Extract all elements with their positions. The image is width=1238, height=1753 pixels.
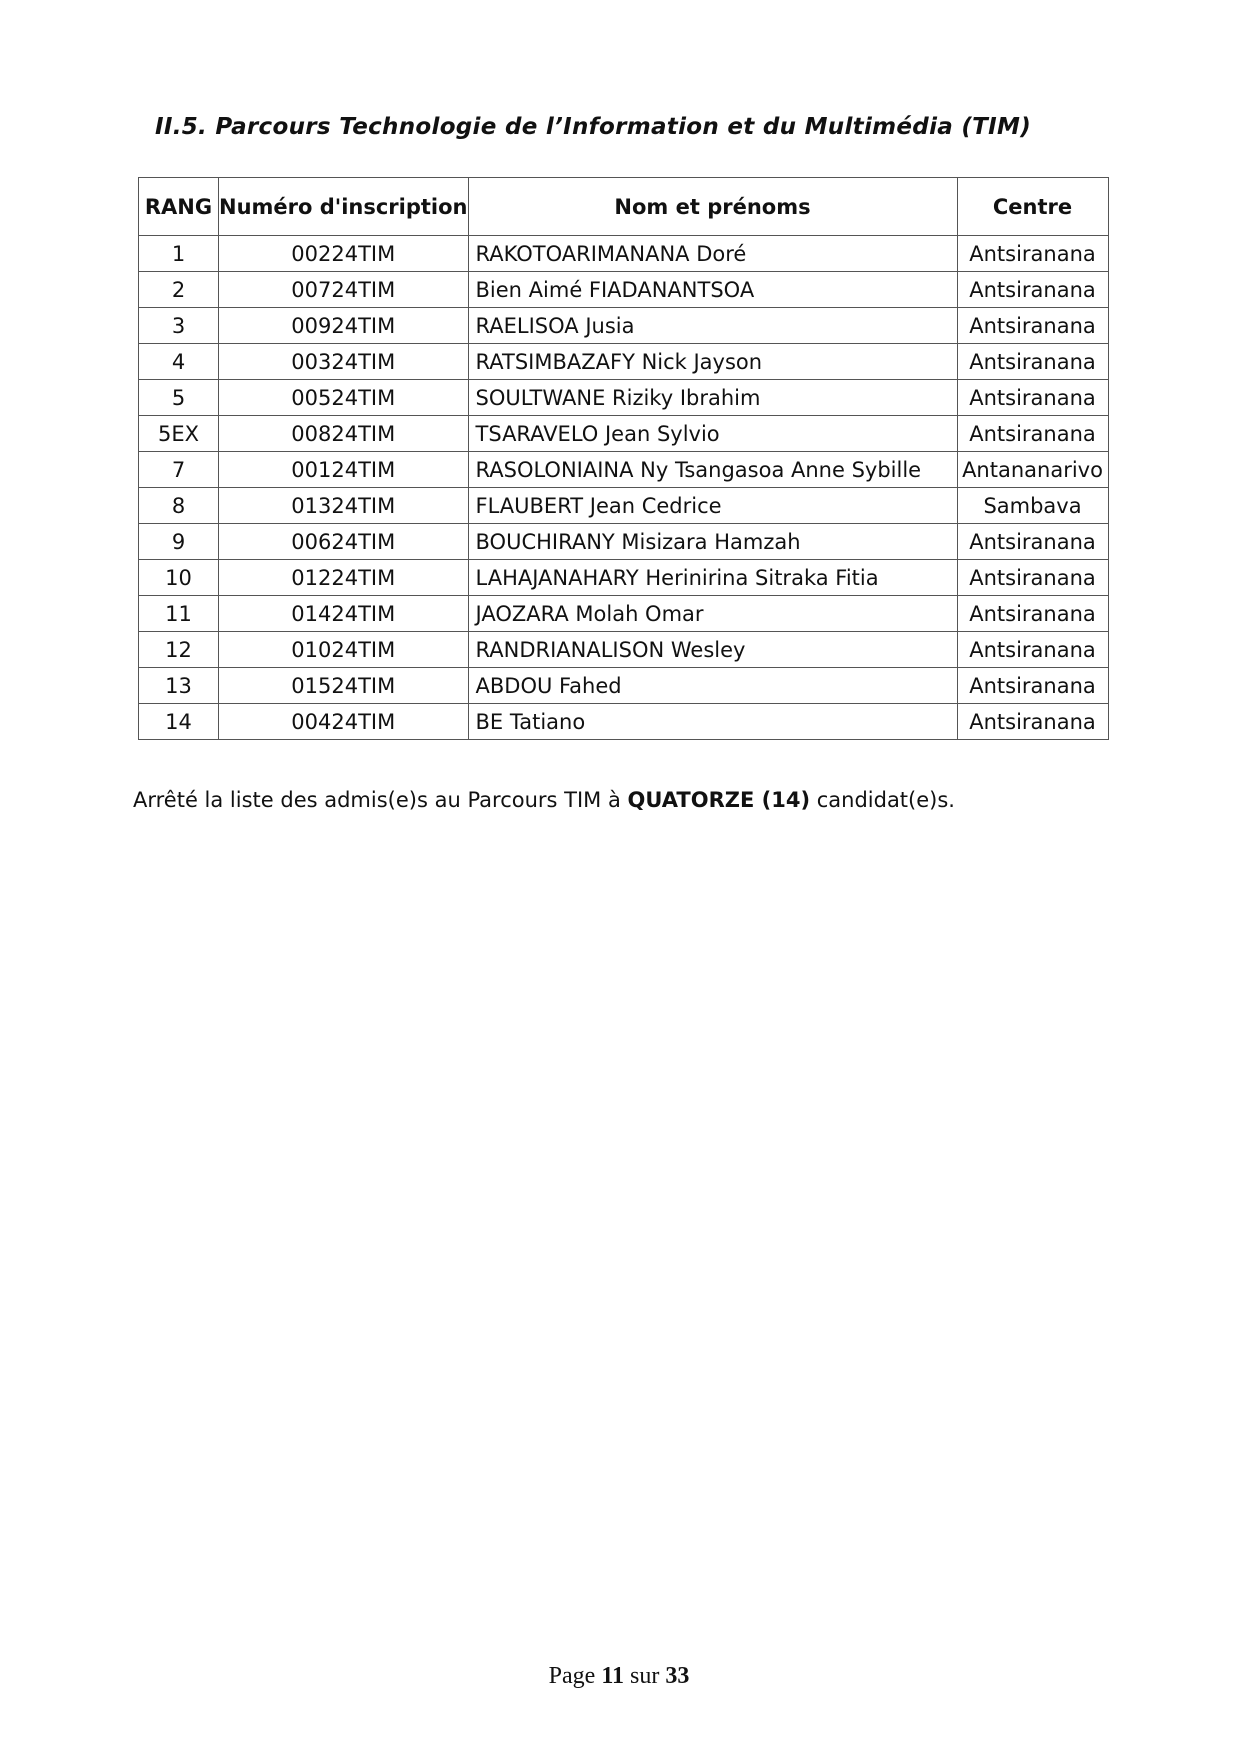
- cell-nom: RATSIMBAZAFY Nick Jayson: [468, 344, 957, 380]
- cell-centre: Antsiranana: [957, 308, 1108, 344]
- cell-centre: Antsiranana: [957, 560, 1108, 596]
- cell-numero: 00124TIM: [219, 452, 469, 488]
- closing-count: QUATORZE (14): [627, 788, 811, 812]
- cell-numero: 01524TIM: [219, 668, 469, 704]
- page-footer: [0, 1663, 1238, 1690]
- cell-rang: 12: [139, 632, 219, 668]
- cell-nom: RAELISOA Jusia: [468, 308, 957, 344]
- cell-rang: 13: [139, 668, 219, 704]
- cell-rang: 1: [139, 236, 219, 272]
- table-row: [139, 236, 1109, 272]
- footer-of-word: sur: [630, 1663, 660, 1689]
- cell-numero: 01224TIM: [219, 560, 469, 596]
- table-row: [139, 380, 1109, 416]
- cell-nom: RASOLONIAINA Ny Tsangasoa Anne Sybille: [468, 452, 957, 488]
- cell-nom: TSARAVELO Jean Sylvio: [468, 416, 957, 452]
- closing-suffix: candidat(e)s.: [810, 788, 955, 812]
- cell-numero: 01324TIM: [219, 488, 469, 524]
- cell-centre: Antsiranana: [957, 524, 1108, 560]
- cell-numero: 01424TIM: [219, 596, 469, 632]
- cell-rang: 10: [139, 560, 219, 596]
- admis-table: [138, 177, 1109, 740]
- cell-numero: 01024TIM: [219, 632, 469, 668]
- cell-rang: 5EX: [139, 416, 219, 452]
- footer-current-page: 11: [601, 1663, 624, 1689]
- cell-centre: Antsiranana: [957, 704, 1108, 740]
- closing-prefix: Arrêté la liste des admis(e)s au Parcours TIM à: [133, 788, 628, 812]
- table-body: [139, 236, 1109, 740]
- closing-statement: [133, 788, 955, 812]
- table-row: [139, 272, 1109, 308]
- cell-nom: LAHAJANAHARY Herinirina Sitraka Fitia: [468, 560, 957, 596]
- cell-centre: Antananarivo: [957, 452, 1108, 488]
- cell-centre: Sambava: [957, 488, 1108, 524]
- cell-numero: 00324TIM: [219, 344, 469, 380]
- cell-rang: 4: [139, 344, 219, 380]
- cell-nom: RANDRIANALISON Wesley: [468, 632, 957, 668]
- cell-rang: 7: [139, 452, 219, 488]
- cell-numero: 00524TIM: [219, 380, 469, 416]
- cell-numero: 00824TIM: [219, 416, 469, 452]
- table-row: [139, 560, 1109, 596]
- cell-centre: Antsiranana: [957, 344, 1108, 380]
- cell-nom: ABDOU Fahed: [468, 668, 957, 704]
- cell-rang: 2: [139, 272, 219, 308]
- cell-rang: 9: [139, 524, 219, 560]
- header-centre: Centre: [957, 178, 1108, 236]
- cell-nom: BOUCHIRANY Misizara Hamzah: [468, 524, 957, 560]
- table-header-row: [139, 178, 1109, 236]
- table-row: [139, 344, 1109, 380]
- table-row: [139, 452, 1109, 488]
- cell-nom: JAOZARA Molah Omar: [468, 596, 957, 632]
- table-row: [139, 704, 1109, 740]
- table-row: [139, 308, 1109, 344]
- footer-page-word: Page: [548, 1663, 596, 1689]
- cell-nom: FLAUBERT Jean Cedrice: [468, 488, 957, 524]
- table-row: [139, 416, 1109, 452]
- cell-nom: BE Tatiano: [468, 704, 957, 740]
- cell-rang: 8: [139, 488, 219, 524]
- cell-centre: Antsiranana: [957, 632, 1108, 668]
- table-row: [139, 596, 1109, 632]
- footer-total-pages: 33: [665, 1663, 690, 1689]
- table-row: [139, 632, 1109, 668]
- header-nom: Nom et prénoms: [468, 178, 957, 236]
- table-row: [139, 668, 1109, 704]
- table-row: [139, 488, 1109, 524]
- section-title: II.5. Parcours Technologie de l’Information et du Multimédia (TIM): [155, 114, 1032, 140]
- header-rang: RANG: [139, 178, 219, 236]
- cell-rang: 5: [139, 380, 219, 416]
- cell-numero: 00224TIM: [219, 236, 469, 272]
- table-row: [139, 524, 1109, 560]
- cell-centre: Antsiranana: [957, 236, 1108, 272]
- cell-nom: RAKOTOARIMANANA Doré: [468, 236, 957, 272]
- cell-centre: Antsiranana: [957, 668, 1108, 704]
- cell-rang: 11: [139, 596, 219, 632]
- cell-numero: 00424TIM: [219, 704, 469, 740]
- cell-centre: Antsiranana: [957, 272, 1108, 308]
- header-numero: Numéro d'inscription: [219, 178, 469, 236]
- cell-rang: 14: [139, 704, 219, 740]
- cell-numero: 00724TIM: [219, 272, 469, 308]
- cell-centre: Antsiranana: [957, 596, 1108, 632]
- cell-nom: Bien Aimé FIADANANTSOA: [468, 272, 957, 308]
- cell-numero: 00924TIM: [219, 308, 469, 344]
- cell-rang: 3: [139, 308, 219, 344]
- cell-centre: Antsiranana: [957, 380, 1108, 416]
- cell-numero: 00624TIM: [219, 524, 469, 560]
- cell-nom: SOULTWANE Riziky Ibrahim: [468, 380, 957, 416]
- cell-centre: Antsiranana: [957, 416, 1108, 452]
